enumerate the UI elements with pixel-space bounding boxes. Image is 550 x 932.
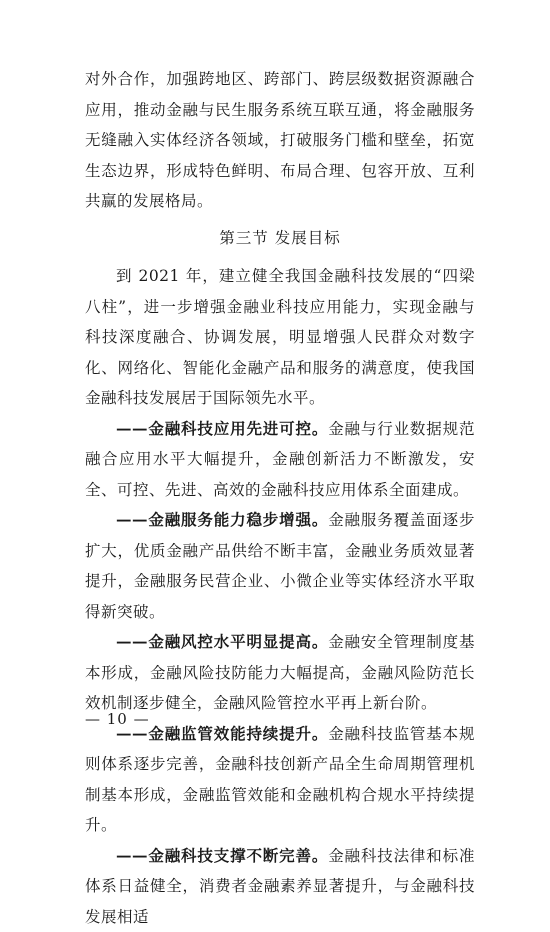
intro-paragraph: 对外合作，加强跨地区、跨部门、跨层级数据资源融合应用，推动金融与民生服务系统互联互通，将金融服务无缝融入实体经济各领域，打破服务门槛和壁垒，拓宽生态边界，形成特色鲜明、布局合理、包容开放、互利共赢的发展格局。 xyxy=(85,64,475,217)
target-text: 金融服务覆盖面逐步扩大，优质金融产品供给不断丰富，金融业务质效显著提升，金融服务民营企业、小微企业等实体经济水平取得新突破。 xyxy=(85,511,475,621)
goal-paragraph: 到 2021 年，建立健全我国金融科技发展的“四梁八柱”，进一步增强金融业科技应用能力，实现金融与科技深度融合、协调发展，明显增强人民群众对数字化、网络化、智能化金融产品和服务的满意度，使我国金融科技发展居于国际领先水平。 xyxy=(85,261,475,414)
target-lead: ——金融监管效能持续提升。 xyxy=(116,724,328,743)
target-item-risk-control xyxy=(85,627,475,719)
page-number: — 10 — xyxy=(0,710,550,728)
target-lead: ——金融服务能力稳步增强。 xyxy=(116,510,328,529)
target-text: 金融安全管理制度基本形成，金融风险技防能力大幅提高，金融风险防范长效机制逐步健全，金融风险管控水平再上新台阶。 xyxy=(85,633,475,712)
section-title: 第三节 发展目标 xyxy=(85,217,475,262)
target-text: 金融科技法律和标准体系日益健全，消费者金融素养显著提升，与金融科技发展相适 xyxy=(85,847,475,926)
document-body xyxy=(85,64,475,932)
target-item-tech-support xyxy=(85,841,475,932)
target-lead: ——金融风控水平明显提高。 xyxy=(116,632,328,651)
target-item-supervision xyxy=(85,719,475,841)
target-lead: ——金融科技支撑不断完善。 xyxy=(116,846,328,865)
target-text: 金融与行业数据规范融合应用水平大幅提升，金融创新活力不断激发，安全、可控、先进、高效的金融科技应用体系全面建成。 xyxy=(85,420,475,499)
target-item-tech-application xyxy=(85,414,475,506)
target-item-service-capability xyxy=(85,505,475,627)
target-text: 金融科技监管基本规则体系逐步完善，金融科技创新产品全生命周期管理机制基本形成，金融监管效能和金融机构合规水平持续提升。 xyxy=(85,725,475,835)
target-lead: ——金融科技应用先进可控。 xyxy=(116,419,328,438)
